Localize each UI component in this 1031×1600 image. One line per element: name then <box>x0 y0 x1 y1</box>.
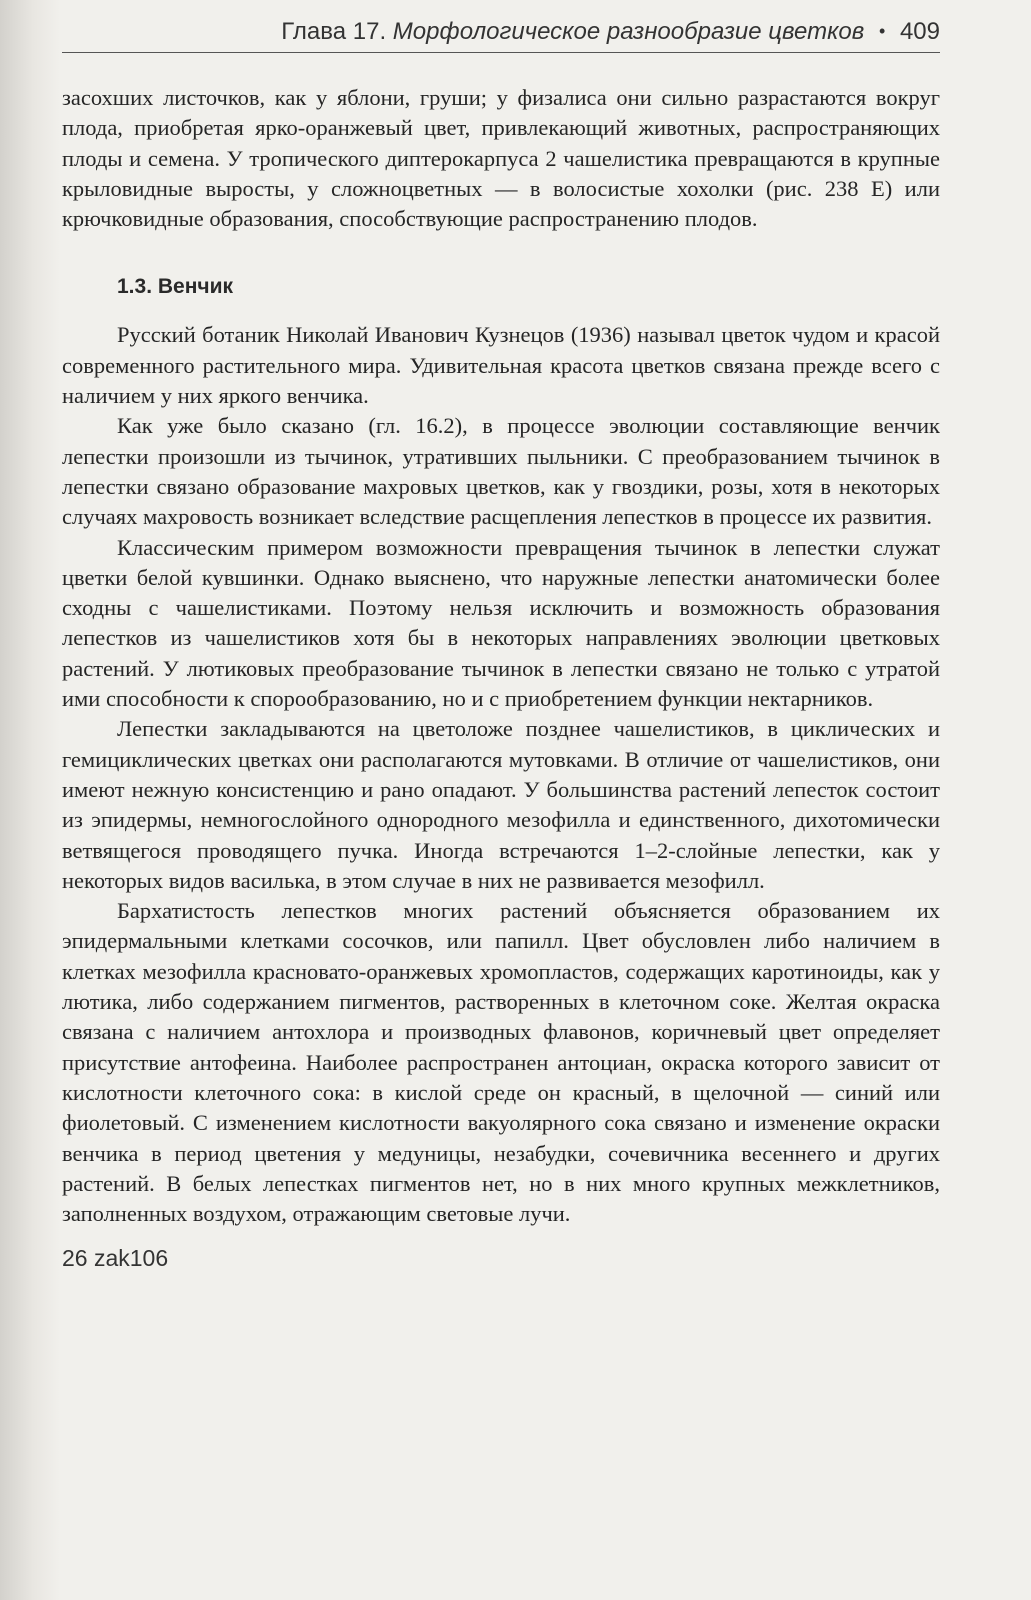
chapter-label: Глава 17. <box>281 18 387 45</box>
paragraph: Лепестки закладываются на цветоложе позднее чашелистиков, в циклических и гемициклических цветках они располагаются мутовками. В отличие от чашелистиков, они имеют нежную консистенцию и рано опадают. У большинства растений лепесток состоит из эпидермы, немногослойного однородного мезофилла и единственного, дихотомически ветвящегося проводящего пучка. Иногда встречаются 1–2-слойные лепестки, как у некоторых видов василька, в этом случае в них не развивается мезофилл. <box>62 716 940 893</box>
bullet-separator: • <box>878 21 886 41</box>
paragraph: Бархатистость лепестков многих растений объясняется образованием их эпидермальными клетками сосочков, или папилл. Цвет обусловлен либо наличием в клетках мезофилла красновато-оранжевых хромопластов, содержащих каротиноиды, как у лютика, либо содержанием пигментов, растворенных в клеточном соке. Желтая окраска связана с наличием антохлора и производных флавонов, коричневый цвет определяет присутствие антофеина. Наиболее распространен антоциан, окраска которого зависит от кислотности клеточного сока: в кислой среде он красный, в щелочной — синий или фиолетовый. С изменением кислотности вакуолярного сока связано и изменение окраски венчика в период цветения у медуницы, незабудки, сочевичника весеннего и других растений. В белых лепестках пигментов нет, но в них много крупных межклетников, заполненных воздухом, отражающим световые лучи. <box>62 898 940 1227</box>
body-text <box>62 83 940 1229</box>
section-heading: 1.3. Венчик <box>117 275 234 299</box>
chapter-title: Морфологическое разнообразие цветков <box>392 18 865 45</box>
paragraph: Русский ботаник Николай Иванович Кузнецов (1936) называл цветок чудом и красой современного растительного мира. Удивительная красота цветков связана прежде всего с наличием у них яркого венчика. <box>62 322 940 409</box>
paragraph: Как уже было сказано (гл. 16.2), в процессе эволюции составляющие венчик лепестки произошли из тычинок, утративших пыльники. С преобразованием тычинок в лепестки связано образование махровых цветков, как у гвоздики, розы, хотя в некоторых случаях махровость возникает вследствие расщепления лепестков в процессе их развития. <box>62 413 940 530</box>
printer-signature: 26 zak106 <box>62 1245 169 1272</box>
header-rule <box>62 52 940 53</box>
page-number: 409 <box>899 18 940 45</box>
paragraph-continued: засохших листочков, как у яблони, груши; у физалиса они сильно разрастаются вокруг плода, приобретая ярко-оранжевый цвет, привлекающий животных, распространяющих плоды и семена. У тропического диптерокарпуса 2 чашелистика превращаются в крупные крыловидные выросты, у сложноцветных — в волосистые хохолки (рис. 238 Е) или крючковидные образования, способствующие распространению плодов. <box>62 85 940 232</box>
running-header <box>62 14 940 48</box>
book-page <box>62 14 940 1272</box>
page-gutter-shadow <box>0 0 60 1600</box>
paragraph: Классическим примером возможности превращения тычинок в лепестки служат цветки белой кувшинки. Однако выяснено, что наружные лепестки анатомически более сходны с чашелистиками. Поэтому нельзя исключить и возможность образования лепестков из чашелистиков хотя бы в некоторых направлениях эволюции цветковых растений. У лютиковых преобразование тычинок в лепестки связано не только с утратой ими способности к спорообразованию, но и с приобретением функции нектарников. <box>62 534 940 712</box>
